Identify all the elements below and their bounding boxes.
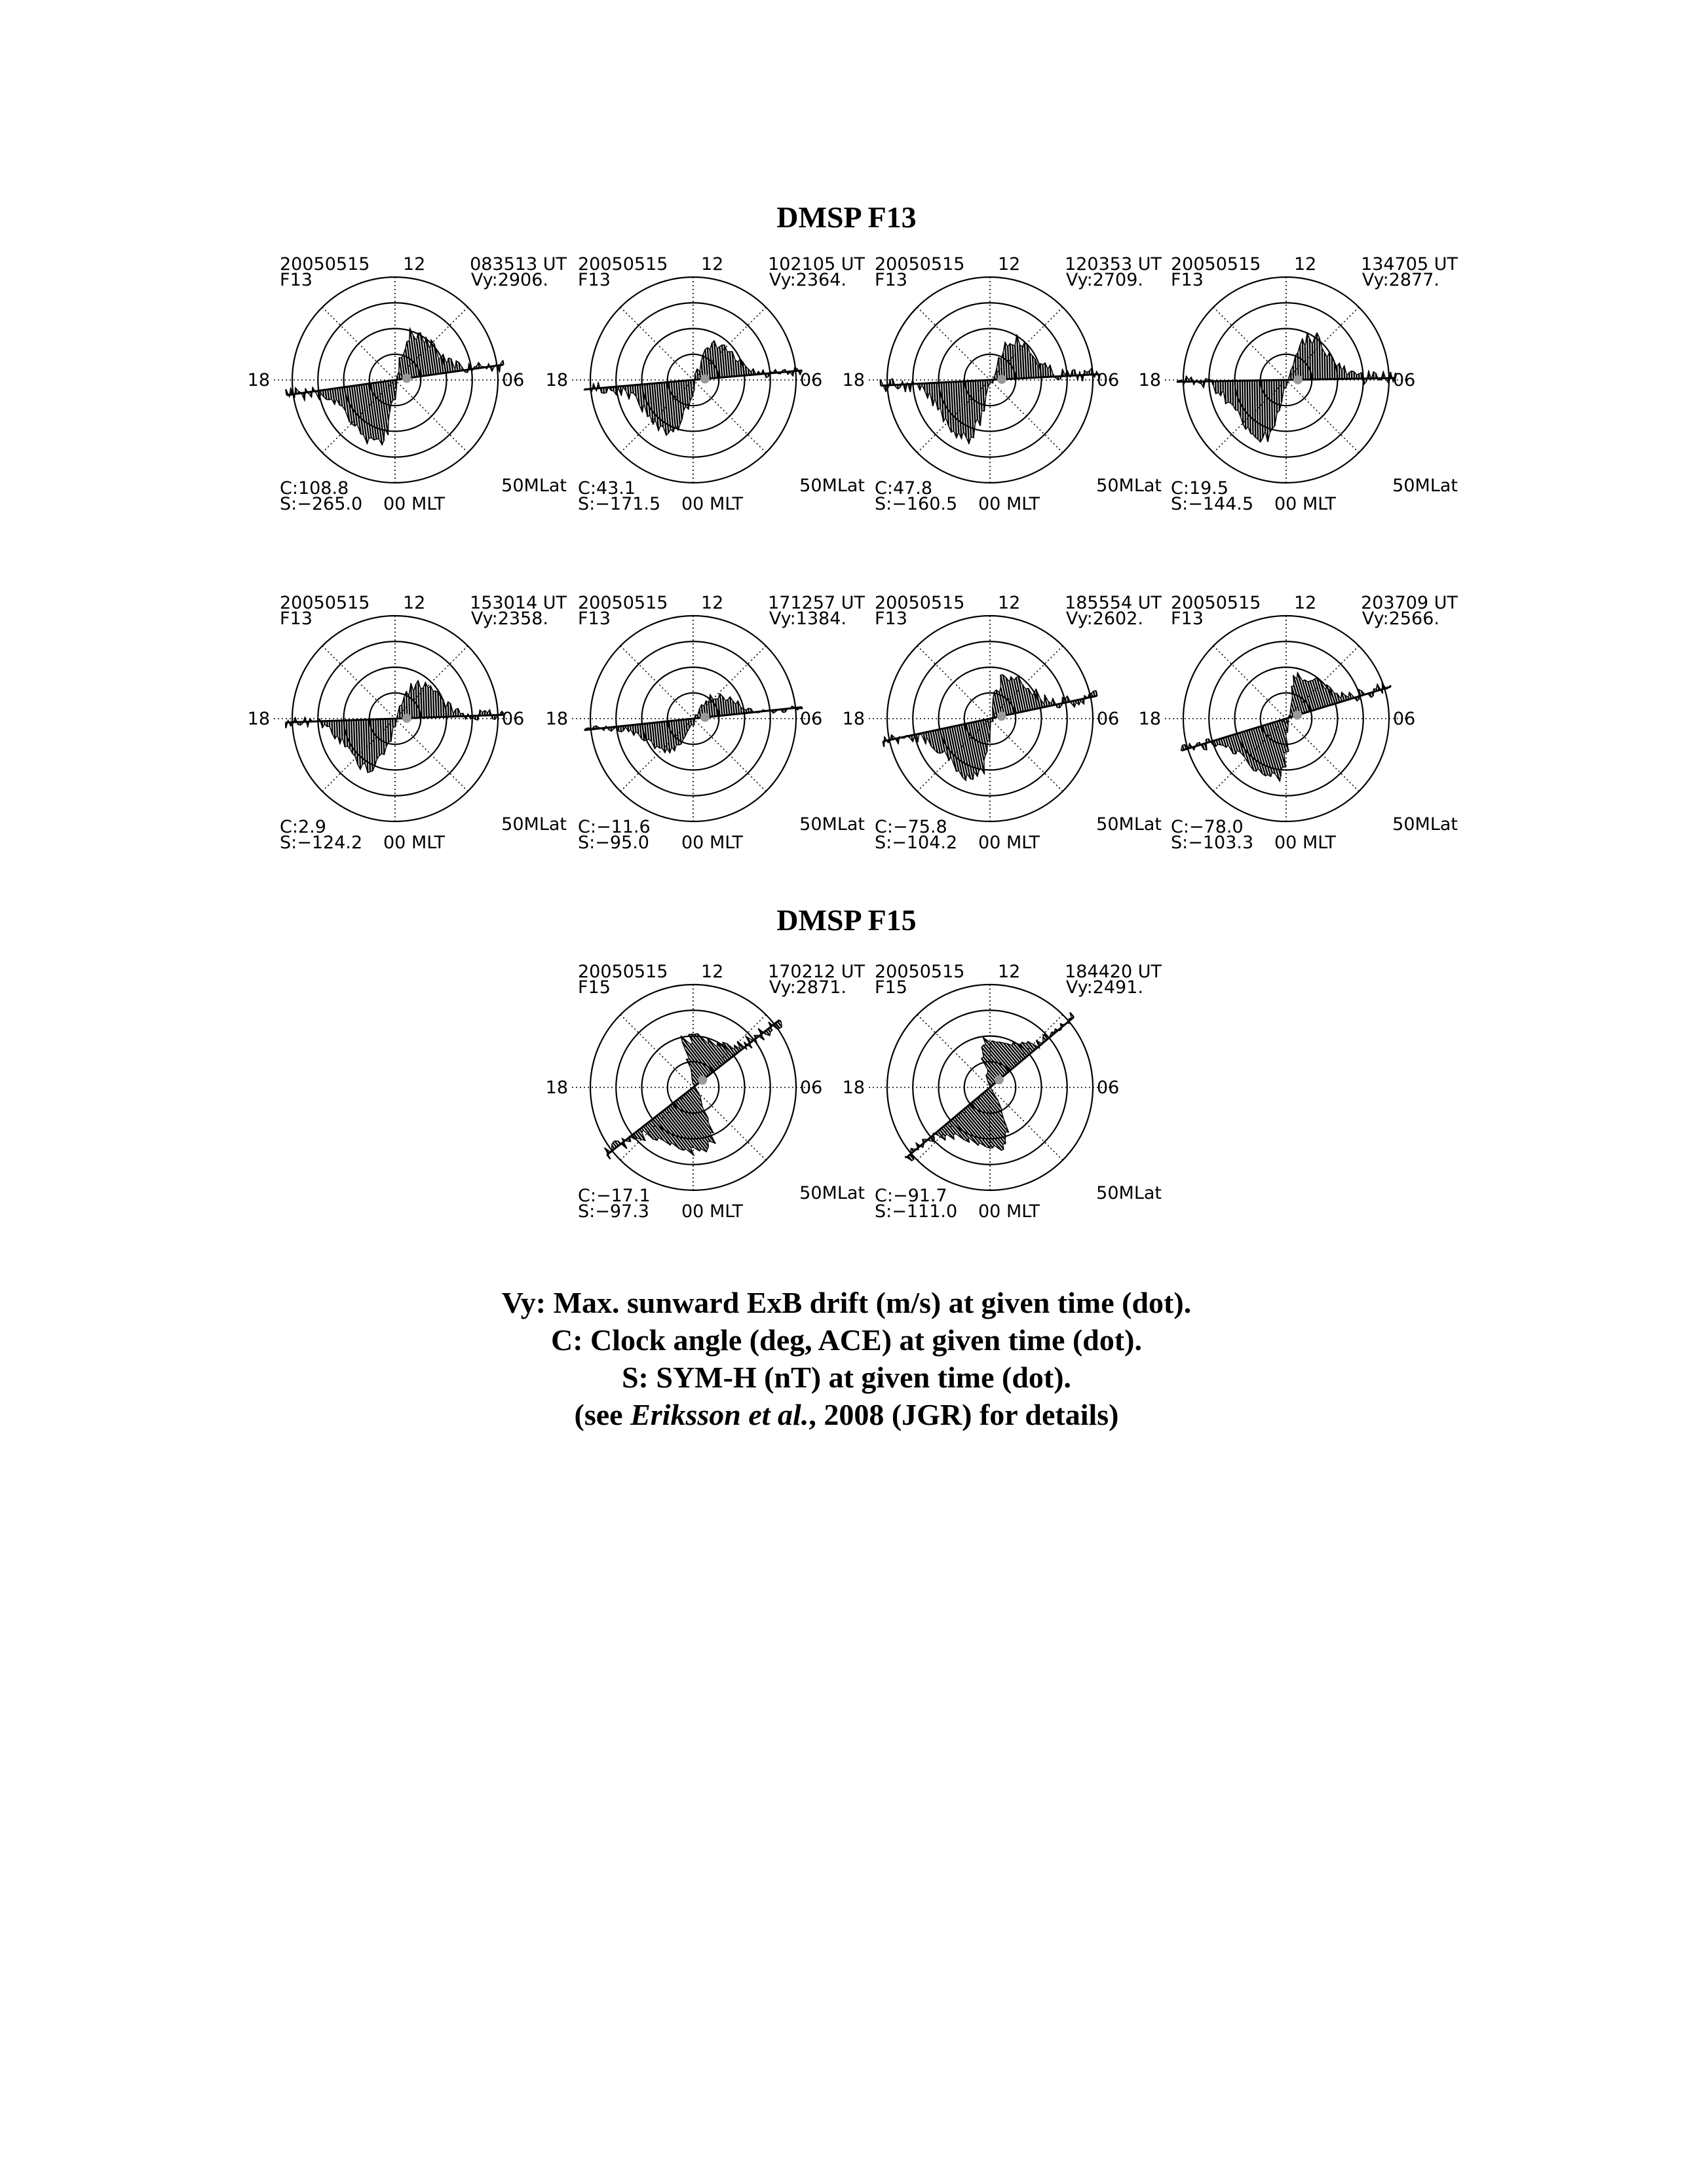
drift-vector (330, 389, 332, 399)
mlt-06-label: 06 (1097, 370, 1120, 390)
vy-label: Vy:2906. (470, 270, 548, 290)
drift-vector (1219, 740, 1221, 745)
time-marker-dot (997, 711, 1006, 721)
drift-vector (433, 691, 434, 717)
mlt-18-label: 18 (842, 1078, 865, 1098)
mlt-18-label: 18 (842, 709, 865, 729)
drift-vector (1317, 333, 1318, 379)
pass-hour: 12 (403, 254, 426, 274)
drift-vector (349, 721, 351, 749)
drift-vector (1276, 380, 1277, 413)
drift-vector (748, 708, 749, 713)
mlat-label: 50MLat (1096, 814, 1162, 835)
drift-vector (430, 686, 432, 717)
drift-vector (341, 721, 342, 737)
drift-vector (334, 721, 335, 739)
satellite-label: F13 (578, 270, 611, 290)
clock-angle-label: C:108.8 (280, 478, 349, 499)
drift-vector (440, 697, 441, 717)
time-marker-dot (698, 1076, 707, 1085)
drift-vector (366, 720, 368, 773)
drift-vector (727, 352, 729, 377)
symh-label: S:−104.2 (875, 833, 958, 853)
drift-vector (1305, 347, 1306, 380)
caption-line-ref (0, 1396, 1693, 1433)
pass-date: 20050515 (578, 254, 668, 274)
vy-label: Vy:2602. (1065, 609, 1143, 629)
drift-vector (428, 688, 429, 717)
vy-label: Vy:2709. (1065, 270, 1143, 290)
mlat-label: 50MLat (501, 814, 567, 835)
drift-vector (630, 385, 631, 392)
drift-vector (411, 683, 412, 718)
symh-label: S:−97.3 (578, 1201, 649, 1222)
symh-label: S:−265.0 (280, 494, 363, 514)
time-marker-dot (402, 374, 411, 383)
drift-vector (1312, 345, 1313, 380)
drift-vector (1242, 381, 1243, 424)
drift-vector (368, 719, 370, 772)
drift-vector (681, 720, 683, 740)
clock-angle-label: C:−17.1 (578, 1186, 651, 1206)
polar-plot (1138, 593, 1458, 868)
satellite-label: F13 (875, 270, 907, 290)
drift-vector (780, 1020, 782, 1022)
clock-angle-label: C:−75.8 (875, 817, 947, 837)
drift-vector (385, 719, 386, 747)
pass-time: 102105 UT (768, 254, 865, 274)
drift-vector (1327, 358, 1328, 379)
polar-plot (545, 962, 865, 1237)
mlt-18-label: 18 (545, 1078, 568, 1098)
satellite-label: F13 (1171, 270, 1204, 290)
drift-vector (683, 381, 685, 406)
drift-vector (736, 704, 737, 714)
drift-vector (425, 683, 427, 718)
drift-vector (1245, 381, 1246, 429)
drift-vector (741, 707, 742, 713)
pass-time: 171257 UT (768, 593, 865, 613)
mlt-06-label: 06 (502, 709, 525, 729)
drift-vector (715, 699, 717, 716)
drift-vector (1030, 353, 1031, 377)
clock-angle-label: C:−11.6 (578, 817, 651, 837)
mlat-label: 50MLat (799, 1183, 865, 1203)
drift-vector (768, 1029, 770, 1032)
drift-vector (1217, 740, 1218, 745)
pass-hour: 12 (701, 962, 724, 982)
mlt-18-label: 18 (1138, 709, 1161, 729)
drift-vector (725, 701, 727, 715)
polar-plot (247, 593, 567, 868)
mlt-00-label: 00 MLT (978, 833, 1040, 853)
drift-vector (392, 719, 393, 727)
pass-date: 20050515 (1171, 254, 1261, 274)
drift-vector (1279, 380, 1280, 411)
symh-label: S:−111.0 (875, 1201, 958, 1222)
drift-vector (373, 719, 375, 766)
pass-hour: 12 (701, 593, 724, 613)
drift-vector (1008, 347, 1010, 379)
symh-label: S:−144.5 (1171, 494, 1254, 514)
mlt-18-label: 18 (247, 370, 270, 390)
drift-vector (416, 685, 417, 718)
pass-date: 20050515 (578, 962, 668, 982)
drift-vector (1240, 381, 1241, 417)
time-marker-dot (1293, 375, 1303, 385)
polar-plot (247, 254, 567, 529)
pass-date: 20050515 (1171, 593, 1261, 613)
vy-label: Vy:1384. (769, 609, 846, 629)
drift-vector (641, 1128, 643, 1131)
mlt-00-label: 00 MLT (383, 833, 446, 853)
drift-vector (1181, 749, 1182, 751)
caption-ref-author: Eriksson et al. (630, 1398, 809, 1431)
drift-vector (381, 719, 382, 754)
caption-line-s: S: SYM-H (nT) at given time (dot). (621, 1361, 1072, 1394)
mlt-06-label: 06 (800, 709, 823, 729)
drift-vector (1226, 737, 1228, 745)
symh-label: S:−95.0 (578, 833, 649, 853)
mlt-00-label: 00 MLT (681, 494, 744, 514)
drift-vector (643, 724, 645, 741)
mlat-label: 50MLat (501, 476, 567, 496)
drift-vector (620, 726, 621, 732)
drift-vector (689, 719, 690, 728)
drift-vector (418, 681, 419, 718)
satellite-label: F13 (280, 270, 313, 290)
pass-hour: 12 (998, 593, 1021, 613)
drift-vector (335, 388, 336, 399)
section-title-f13: DMSP F13 (776, 200, 917, 234)
mlt-18-label: 18 (545, 709, 568, 729)
drift-vector (697, 369, 698, 379)
drift-vector (1235, 381, 1236, 410)
section-title-f15: DMSP F15 (776, 903, 917, 937)
mlt-18-label: 18 (247, 709, 270, 729)
drift-vector (1322, 348, 1323, 379)
figure-caption (0, 1284, 1693, 1433)
drift-vector (939, 383, 940, 407)
mlt-18-label: 18 (842, 370, 865, 390)
polar-plot (545, 593, 865, 868)
pass-time: 170212 UT (768, 962, 865, 982)
satellite-label: F13 (1171, 609, 1204, 629)
satellite-label: F15 (875, 977, 907, 998)
drift-vector (390, 719, 391, 741)
mlt-06-label: 06 (800, 370, 823, 390)
drift-vector (691, 380, 692, 397)
mlat-label: 50MLat (1392, 814, 1458, 835)
time-marker-dot (1293, 711, 1302, 720)
drift-vector (730, 352, 732, 377)
mlt-18-label: 18 (1138, 370, 1161, 390)
satellite-label: F15 (578, 977, 611, 998)
drift-vector (1249, 381, 1250, 434)
caption-line-vy: Vy: Max. sunward ExB drift (m/s) at given time (dot). (501, 1286, 1192, 1319)
drift-vector (700, 709, 701, 718)
symh-label: S:−160.5 (875, 494, 958, 514)
drift-vector (448, 702, 449, 717)
mlt-00-label: 00 MLT (681, 833, 744, 853)
mlat-label: 50MLat (1392, 476, 1458, 496)
drift-vector (983, 381, 984, 411)
pass-date: 20050515 (875, 962, 965, 982)
mlt-06-label: 06 (1097, 1078, 1120, 1098)
mlt-06-label: 06 (1097, 709, 1120, 729)
drift-vector (1040, 364, 1041, 377)
vy-label: Vy:2491. (1065, 977, 1143, 998)
drift-vector (642, 385, 644, 404)
vy-label: Vy:2364. (769, 270, 846, 290)
drift-vector (713, 700, 715, 717)
drift-vector (976, 381, 978, 419)
drift-vector (985, 380, 986, 395)
drift-vector (944, 383, 946, 417)
drift-vector (399, 372, 400, 379)
drift-vector (1221, 738, 1223, 745)
satellite-label: F13 (578, 609, 611, 629)
clock-angle-label: C:47.8 (875, 478, 933, 499)
drift-vector (1314, 338, 1315, 379)
mlt-06-label: 06 (502, 370, 525, 390)
drift-vector (613, 387, 614, 391)
caption-ref-post: , 2008 (JGR) for details) (808, 1398, 1119, 1431)
drift-vector (1020, 345, 1022, 378)
pass-time: 184420 UT (1065, 962, 1162, 982)
drift-vector (738, 362, 739, 376)
drift-vector (1033, 356, 1034, 377)
pass-hour: 12 (1294, 593, 1317, 613)
drift-vector (709, 703, 710, 717)
mlt-00-label: 00 MLT (978, 494, 1040, 514)
clock-angle-label: C:−91.7 (875, 1186, 947, 1206)
time-marker-dot (700, 713, 710, 722)
mlt-00-label: 00 MLT (1274, 494, 1337, 514)
pass-hour: 12 (1294, 254, 1317, 274)
drift-vector (603, 388, 604, 393)
drift-vector (630, 725, 631, 730)
drift-vector (413, 692, 414, 719)
caption-ref-pre: (see (574, 1398, 631, 1431)
vy-label: Vy:2871. (769, 977, 846, 998)
clock-angle-label: C:−78.0 (1171, 817, 1244, 837)
drift-vector (1010, 344, 1012, 379)
drift-vector (423, 688, 425, 718)
drift-vector (1266, 381, 1268, 442)
vy-label: Vy:2877. (1361, 270, 1439, 290)
pass-time: 083513 UT (470, 254, 567, 274)
pass-hour: 12 (701, 254, 724, 274)
symh-label: S:−124.2 (280, 833, 363, 853)
drift-vector (351, 720, 352, 753)
polar-plot (1138, 254, 1458, 529)
pass-hour: 12 (403, 593, 426, 613)
mlt-18-label: 18 (545, 370, 568, 390)
pass-date: 20050515 (875, 593, 965, 613)
drift-vector (383, 719, 385, 755)
drift-vector (364, 720, 365, 764)
drift-vector (1043, 365, 1044, 377)
drift-vector (1255, 381, 1256, 438)
drift-vector (633, 385, 634, 393)
polar-plot (545, 254, 865, 529)
drift-vector (735, 360, 736, 376)
mlat-label: 50MLat (799, 476, 865, 496)
drift-vector (728, 700, 730, 715)
drift-vector (1259, 381, 1261, 442)
drift-vector (1232, 381, 1233, 405)
pass-time: 203709 UT (1361, 593, 1458, 613)
drift-vector (686, 719, 687, 732)
drift-vector (973, 381, 975, 423)
drift-vector (1332, 357, 1333, 379)
drift-vector (635, 725, 636, 731)
mlt-06-label: 06 (1393, 370, 1416, 390)
mlat-label: 50MLat (1096, 1183, 1162, 1203)
drift-vector (1269, 381, 1270, 432)
time-marker-dot (402, 713, 411, 723)
satellite-label: F13 (280, 609, 313, 629)
drift-vector (689, 381, 691, 401)
drift-vector (1262, 381, 1263, 438)
vy-label: Vy:2358. (470, 609, 548, 629)
pass-date: 20050515 (280, 254, 370, 274)
pass-time: 134705 UT (1361, 254, 1458, 274)
drift-vector (934, 383, 935, 398)
symh-label: S:−171.5 (578, 494, 661, 514)
time-marker-dot (700, 374, 710, 383)
pass-date: 20050515 (875, 254, 965, 274)
drift-vector (421, 689, 422, 718)
mlt-00-label: 00 MLT (978, 1201, 1040, 1222)
mlat-label: 50MLat (799, 814, 865, 835)
drift-vector (639, 1129, 641, 1132)
drift-vector (683, 720, 685, 736)
mlt-00-label: 00 MLT (383, 494, 446, 514)
drift-vector (647, 723, 649, 739)
drift-vector (371, 719, 373, 771)
mlt-06-label: 06 (800, 1078, 823, 1098)
drift-vector (439, 359, 441, 373)
drift-vector (388, 719, 389, 742)
drift-vector (1022, 347, 1024, 379)
vy-label: Vy:2566. (1361, 609, 1439, 629)
pass-date: 20050515 (280, 593, 370, 613)
drift-vector (1257, 381, 1259, 440)
pass-date: 20050515 (578, 593, 668, 613)
symh-label: S:−103.3 (1171, 833, 1254, 853)
pass-time: 153014 UT (470, 593, 567, 613)
drift-vector (378, 719, 379, 756)
satellite-label: F13 (875, 609, 907, 629)
drift-vector (1094, 691, 1095, 696)
polar-plot (842, 962, 1162, 1237)
drift-vector (1300, 345, 1301, 380)
drift-vector (1012, 345, 1014, 379)
drift-vector (1025, 343, 1027, 378)
clock-angle-label: C:19.5 (1171, 478, 1229, 499)
drift-vector (1307, 333, 1308, 380)
drift-vector (1230, 381, 1231, 404)
drift-vector (328, 390, 329, 400)
polar-plot (842, 593, 1162, 868)
drift-vector (650, 723, 652, 742)
drift-vector (1247, 381, 1248, 426)
drift-vector (1005, 343, 1007, 379)
pass-hour: 12 (998, 254, 1021, 274)
drift-vector (375, 719, 377, 759)
caption-line-c: C: Clock angle (deg, ACE) at given time (dot). (550, 1323, 1142, 1357)
mlat-label: 50MLat (1096, 476, 1162, 496)
clock-angle-label: C:2.9 (280, 817, 326, 837)
mlt-06-label: 06 (1393, 709, 1416, 729)
drift-vector (980, 381, 981, 411)
drift-vector (720, 694, 723, 715)
time-marker-dot (997, 375, 1006, 384)
pass-time: 185554 UT (1065, 593, 1162, 613)
polar-plot (842, 254, 1162, 529)
drift-vector (449, 358, 451, 372)
mlt-00-label: 00 MLT (1274, 833, 1337, 853)
pass-time: 120353 UT (1065, 254, 1162, 274)
mlt-00-label: 00 MLT (681, 1201, 744, 1222)
pass-hour: 12 (998, 962, 1021, 982)
drift-vector (1252, 381, 1253, 434)
drift-vector (358, 720, 360, 770)
clock-angle-label: C:43.1 (578, 478, 636, 499)
time-marker-dot (995, 1075, 1004, 1084)
drift-vector (447, 364, 448, 373)
drift-vector (1329, 352, 1330, 379)
